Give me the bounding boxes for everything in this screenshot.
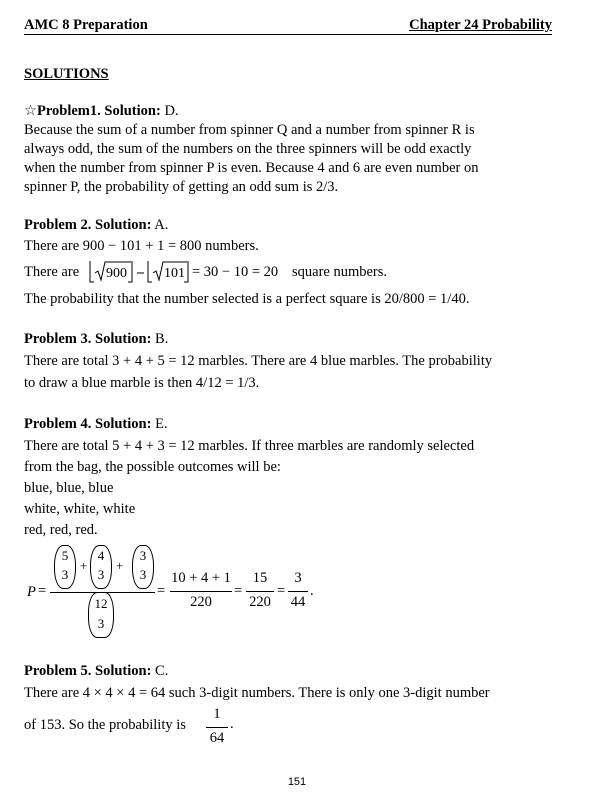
binom-3-choose-3: 3 3 — [132, 545, 154, 589]
fraction-1-over-64: 1 64 — [206, 706, 228, 748]
problem-4-label-b: . Solution: — [87, 416, 152, 432]
problem-5-label: Problem 5. Solution: — [24, 663, 152, 679]
running-header — [24, 16, 552, 35]
formula-plus: + — [80, 558, 88, 573]
fraction-3-over-44: 3 44 — [288, 570, 308, 610]
problem-5-answer: C. — [155, 663, 169, 679]
problem-2-line: The probability that the number selected is a perfect square is 20/800 = 1/40. — [24, 291, 470, 307]
problem-1-line: when the number from spinner P is even. Because 4 and 6 are even number on — [24, 160, 479, 176]
problem-1-heading — [24, 102, 179, 121]
binom-5-choose-3: 5 3 — [54, 545, 76, 589]
formula-period: . — [310, 583, 314, 599]
problem-1-label: Problem — [37, 103, 90, 119]
problem-1-line: Because the sum of a number from spinner Q and a number from spinner R is — [24, 122, 475, 138]
problem-2-answer: A. — [154, 217, 169, 233]
problem-4-label: Problem 4 — [24, 416, 88, 432]
binom-4-choose-3: 4 3 — [90, 545, 112, 589]
problem-4-heading — [24, 415, 168, 434]
sqrt-101-radicand: 101 — [164, 266, 185, 281]
page-number: 151 — [287, 776, 307, 788]
problem-4-line: white, white, white — [24, 501, 136, 517]
problem-5-line: of 153. So the probability is — [24, 717, 186, 733]
section-title: SOLUTIONS — [24, 66, 109, 82]
problem-3-line: There are total 3 + 4 + 5 = 12 marbles. There are 4 blue marbles. The probability — [24, 353, 493, 369]
problem-1-answer: D. — [164, 103, 179, 119]
header-chapter-title: Chapter 24 Probability — [409, 17, 552, 33]
problem-4-line: from the bag, the possible outcomes will be: — [24, 459, 281, 475]
header-book-title: AMC 8 Preparation — [24, 17, 148, 33]
star-icon: ☆ — [24, 103, 37, 119]
problem-4-line: There are total 5 + 4 + 3 = 12 marbles. If three marbles are randomly selected — [24, 438, 475, 454]
problem-2-heading — [24, 216, 168, 235]
formula-equals: = — [234, 583, 243, 599]
formula-equals: = — [38, 583, 47, 599]
sqrt-900-radicand: 900 — [106, 266, 127, 281]
problem-4-answer: E. — [155, 416, 168, 432]
problem-2-line: There are 900 − 101 + 1 = 800 numbers. — [24, 238, 259, 254]
problem-3-answer: B. — [155, 331, 169, 347]
problem-2-suffix: square numbers. — [292, 264, 388, 280]
problem-4-line: blue, blue, blue — [24, 480, 114, 496]
problem-1-number: 1. Solution: — [89, 103, 161, 119]
problem-1-line: spinner P, the probability of getting an odd sum is 2/3. — [24, 179, 339, 195]
problem-3-heading — [24, 330, 168, 349]
binom-12-choose-3: 12 3 — [88, 592, 114, 638]
problem-3-label: Problem 3. Solution: — [24, 331, 152, 347]
formula-equals: = — [157, 583, 166, 599]
problem-2-result: = 30 − 10 = 20 — [192, 264, 279, 280]
problem-2-prefix: There are — [24, 264, 80, 280]
formula-plus: + — [116, 558, 124, 573]
problem-5-line: There are 4 × 4 × 4 = 64 such 3-digit numbers. There is only one 3-digit number — [24, 685, 490, 701]
formula-equals: = — [277, 583, 286, 599]
problem-4-line: red, red, red. — [24, 522, 98, 538]
problem-2-label: Problem 2. Solution: — [24, 217, 152, 233]
fraction-15-over-220: 15 220 — [246, 570, 274, 610]
problem-5-heading — [24, 662, 168, 681]
formula-p-symbol: P — [27, 584, 36, 600]
problem-3-line: to draw a blue marble is then 4/12 = 1/3. — [24, 375, 260, 391]
floor-sqrt-expression — [87, 259, 197, 285]
fraction-15-over-220-expanded: 10 + 4 + 1 220 — [171, 570, 231, 610]
problem-1-line: always odd, the sum of the numbers on the three spinners will be odd exactly — [24, 141, 472, 157]
problem-5-period: . — [230, 716, 234, 732]
